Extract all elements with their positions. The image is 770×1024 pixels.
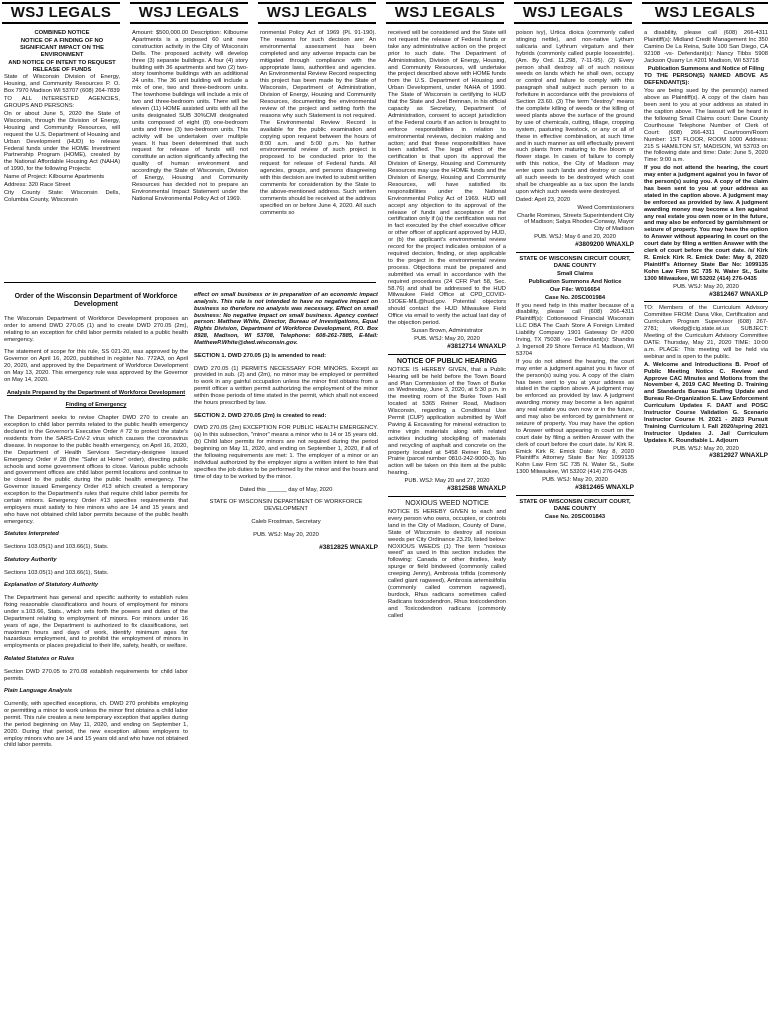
publication-line: PUB. WSJ: May 20, 2020 [542, 477, 608, 484]
signature: Susan Brown, Administrator [411, 327, 483, 334]
publication-line: PUB. WSJ: May 20 and 27, 2020 [404, 478, 490, 485]
ad-tag: #3812927 WNAXLP [709, 452, 768, 460]
case-number: Case No. 20SC001843 [544, 513, 606, 520]
notice-body: NOTICE IS HEREBY GIVEN, that a Public Hearing will be held before the Town Board and Plan Commission of the Town of Burke on Wednesday, June 3, 2020, at 5:30 p.m. in the meeting room of the Burke Town Hall located at 5365 Reiner Road, Madison Wisconsin, regarding a Conditional Use Permit (CUP) application submitted by Wolf Paving & Excavating for mineral extraction to mine virgin materials along with related activities including stockpiling of materials and recycling of asphalt and concrete on the property located at 5458 Reiner Rd, Sun Prairie (parcel number 0810-242-9000-3). No action will be taken on this item at the public hearing. [388, 366, 506, 477]
column-3-top [260, 30, 376, 280]
memo-body: TO: Members of the Curriculum Advisory Committee FROM: Dana Vike, Certification and Curriculum Program Supervisor (608) 267-2781; vikedg@cig.state.wi.us SUBJECT: Meeting of the Curriculum Advisory Committee DATE: Thursday, May 21, 2020 TIME: 10:00 a.m. PLACE: This meeting will be held via webinar and is open to the public. [644, 305, 768, 360]
notice-subtitle: AND NOTICE OF INTENT TO REQUEST RELEASE OF FUNDS [8, 59, 116, 73]
divider [388, 354, 506, 355]
publication-line: PUB. WSJ: May 20, 2020 [414, 335, 480, 342]
divider [388, 496, 506, 497]
publication-line: PUB. WSJ: May 20, 2020 [673, 283, 739, 290]
subheading: Explanation of Statutory Authority [4, 582, 99, 589]
section-header: WSJ LEGALS [258, 2, 376, 24]
project-name: Name of Project: Kilbourne Apartments [4, 174, 105, 181]
file-number: Our File: W016654 [549, 286, 601, 293]
section-header: WSJ LEGALS [2, 2, 120, 24]
notice-body: poison ivy), Urtica dioica (commonly called stinging nettle), and non-native Lythum salicaria and Lythrum virgatum and their hybrids (commonly called purple loosestrife). (Am. By Ord. 11,298, 7-11-95). (2) Every person shall destroy all of such noxious weeds on lands which he shall own, occupy or control and failure to comply with this paragraph shall subject such person to a forfeiture in accordance with the provisions of Section 23.60. (3) The term "destroy" means the complete killing of weeds or the killing of weed plants above the surface of the ground by use of chemicals, cutting, tillage, cropping system, pasturing livestock, or any or all of these in effective combination, at such time and in such manner as will effectually prevent such plants from maturing to the bloom or flower stage. In cases of failure to comply with this notice, the City of Madison may enter upon such lands and destroy or cause all such weeds to be destroyed which cost shall be chargeable as a tax upon the lands upon which such weeds were destroyed. [516, 30, 634, 195]
order-title: Order of the Wisconsin Department of Workforce Development [14, 293, 178, 308]
section-header: WSJ LEGALS [386, 2, 504, 24]
ad-tag: #3812825 WNAXLP [319, 543, 378, 551]
subheading: Statutory Authority [4, 556, 57, 563]
notice-body: received will be considered and the State will not request the release of Federal funds or take any administrative action on the project prior to such date. The Department of Administration, Division of Energy, Housing, and Community Resources, will undertake the project described above with HOME funds from the U.S. Department of Housing and Urban Development, under NAHA of 1990. The State of Wisconsin is certifying to HUD that the State and Joel Brennan, in his official capacity as Secretary, Department of Administration, consent to accept jurisdiction of the Federal courts if an action is brought to enforce responsibilities in relation to environmental reviews, decision making and action; and that these responsibilities have been satisfied. The legal effect of the certification is that upon its approval the Division of Energy, Housing and Community Resources may use the HOME funds and the Division of Energy, Housing and Community Resources, will have satisfied its responsibilities under the National Environmental Policy Act of 1969. HUD will accept any objection to its approval of the release of funds and acceptance of the certification only if (a) the certification was not in fact executed by the chief executive officer or other officer of applicant approved by HUD, or (b) the applicant's environmental review record for the project indicates omission of a required decision, finding, or step applicable to the project in the environmental review process. Objections must be prepared and submitted via email in accordance with the required procedures (24 CFR Part 58, Sec. 58.76) and shall be addressed to the HUD Milwaukee Field Office at CPD_COVID-19OEE-MIL@hud.gov. Potential objectors should contact the HUD Milwaukee Field Office via email to verify the actual last day of the objection period. [388, 30, 506, 327]
notice-title: NOTICE OF PUBLIC HEARING [396, 357, 498, 365]
summons-title: Publication Summons And Notice [528, 278, 622, 285]
ad-tag: #3812465 WNAXLP [575, 484, 634, 492]
section-header: WSJ LEGALS [514, 2, 632, 24]
publication-line: PUB. WSJ: May 20, 2020 [673, 445, 739, 452]
summons-title: Publication Summons and Notice of Filing [647, 65, 765, 72]
court-name: STATE OF WISCONSIN CIRCUIT COURT, DANE COUNTY [519, 499, 631, 512]
header-row [0, 0, 770, 22]
order-paragraph: Section DWD 270.05 to 270.08 establish requirements for child labor permits. [4, 668, 188, 682]
order-paragraph: The Department has general and specific authority to establish rules fixing reasonable classifications and hours of employment for minors under s.103.66, Stats., which sets forth the powers and duties of the Department relating to employment of minors. For minors under 16 years of age, the Department is authorized to fix classifications, set maximum hours and days of work, identify minimum ages for hazardous employment, and to prohibit the employment of minors in employments or places prejudicial to their life, safety, health, or welfare. [4, 594, 188, 650]
order-paragraph: Sections 103.05(1) and 103.66(1), Stats. [4, 544, 109, 551]
warning-text: If you do not attend the hearing, the court may enter a judgment against you in favor of the person(s) suing you. A copy of the claim has been sent to you at your address as stated in the caption above. A judgment may be enforced as provided by law. A judgment awarding money may become a lien against any real estate you own now or in the future, and may also be enforced by garnishment or seizure of property. You may have the option to Answer without appearing in court on the court date by filing a written Answer with the clerk of court before the court date. /s/ Kirk R. Emick Kirk R. Emick Date: May 8, 2020 Plaintiff's Attorney State Bar No: 1099135 Kohn Law Firm SC 735 N. Water St., Suite 1300 Milwaukee, WI 53202 (414) 276-0435 [644, 165, 768, 282]
ad-tag: #3809200 WNAXLP [575, 241, 634, 249]
order-paragraph: The Wisconsin Department of Workforce Development proposes an order to amend DWD 270.05 (1) and to create DWD 270.05 (2m), relating to an exception for child labor permits related to a public health emergency. [4, 316, 188, 343]
dated-line: Dated this ______ day of May, 2020 [239, 486, 333, 493]
ad-tag: #3812588 WNAXLP [447, 485, 506, 493]
project-city: City County State: Wisconsin Dells, Columbia County, Wisconsin [4, 189, 120, 203]
dated-line: Dated: April 23, 2020 [516, 196, 571, 203]
column-1-top [4, 30, 120, 280]
subheading: Related Statutes or Rules [4, 656, 75, 663]
project-address: Address: 320 Race Street [4, 182, 71, 189]
notice-body: a disability, please call (608) 266-4311 Plaintiff(s): Midland Credit Management Inc 350 Camino De La Reina, Suite 100 San Diego, CA 92108 -vs- Defendant(s): Nancy Tibbs 5908 Jackson Quarry Ln #201 Madison, WI 53718 [644, 30, 768, 64]
order-paragraph: Sections 103.05(1) and 103.66(1), Stats. [4, 569, 109, 576]
analysis-heading: Analysis Prepared by the Department of Workforce Development [6, 389, 186, 396]
signatories: Charlie Romines, Streets Superintendent City of Madison; Satya Rhodes-Conway, Mayor City of Madison [517, 212, 634, 233]
section-header: WSJ LEGALS [642, 2, 768, 24]
section-heading: SECTION 1. DWD 270.05 (1) is amended to read: [194, 352, 327, 359]
divider [516, 495, 634, 496]
notice-to: TO ALL INTERESTED AGENCIES, GROUPS AND PERSONS: [4, 96, 120, 110]
publication-line: PUB. WSJ: May 20, 2020 [253, 531, 319, 538]
order-paragraph: effect on small business or in preparation of an economic impact analysis. This rule is not intended to have no negative impact on business so therefore no analysis was necessary. Effect on small business: No negative impact on small business. Agency contact person: Matthew White, Director, Bureau of Investigations, Equal Rights Division, Department of Workforce Development, P.O. Box 8928, Madison, WI 53708, Telephone: 608-261-7885, E-Mail: MatthewP.White@dwd.wisconsin.gov. [194, 291, 378, 347]
notice-body: NOTICE IS HEREBY GIVEN to each and every person who owns, occupies, or controls land in the City of Madison, County of Dane, State of Wisconsin to destroy all noxious weeds per City Ordinance 23.29, listed below: NOXIOUS WEEDS (1) The term "noxious weed" as used in this section includes the following: Canada or other thistles, leafy spurge or field bindweed (commonly called creeping Jenny), Ambrosia trifida (commonly called giant ragweed), Ambrosia artemisiifolia (commonly called common ragweed), burdock, Rhus radicans sometimes called Radicans toxicodendron, Rhus toxicodendron and Toxicodendron radicans (commonly called [388, 509, 506, 619]
findings-heading: Finding of Emergency [65, 402, 127, 409]
ad-tag: #3812467 WNAXLP [709, 290, 768, 298]
commissioners: Weed Commissioners [577, 204, 634, 211]
notice-title: COMBINED NOTICE [34, 30, 90, 36]
divider [4, 282, 376, 283]
dwd-order-right [194, 286, 378, 1020]
order-paragraph: DWD 270.05 (2m) EXCEPTION FOR PUBLIC HEALTH EMERGENCY. (a) In this subsection, "minor" means a minor who is 14 or 15 years old. (b) Child labor permits for minors are not required during the period beginning on May 11, 2020, and ending on September 1, 2020, if all of the following requirements are met: 1. The employer of a minor or an individual authorized by the employer signs a written intent to hire that specifies the job duties to be performed by the minor and the hours and time of day to be worked by the minor. [194, 425, 378, 480]
notice-body: If you do not attend the hearing, the court may enter a judgment against you in favor of the person(s) suing you. A copy of the claim has been sent to you at your address as stated in the caption above. A judgment may be enforced as provided by law. A judgment awarding money may become a lien against any real estate you own now or in the future, and may also be enforced by garnishment or seizure of property. You may have the option to Answer without appearing in court on the court date by filing a written Answer with the clerk of court before the court date. /s/ Kirk R. Emick Kirk R. Emick Date: May 8, 2020 Plaintiff's Attorney State Bar No: 1099135 Kohn Law Firm SC 735 N. Water St., Suite 1300 Milwaukee, WI 53202 (414) 276-0435 [516, 358, 634, 476]
case-number: Case No. 20SC001984 [544, 294, 606, 301]
dwd-order-left [4, 286, 188, 1020]
signature-block: STATE OF WISCONSIN DEPARTMENT OF WORKFORCE DEVELOPMENT [209, 499, 363, 513]
subheading: Plain Language Analysis [4, 688, 73, 695]
section-header: WSJ LEGALS [130, 2, 248, 24]
notice-body: On or about June 5, 2020 the State of Wisconsin, through the Division of Energy, Housing and Community Resources, will request the U.S. Department of Housing and Urban Development (HUD) to release Federal funds under the HOME Investment Partnership Program (HOME), created by the National Affordable Housing Act (NAHA) of 1990, for the following Projects: [4, 110, 120, 173]
column-4 [388, 30, 506, 1020]
notice-address: State of Wisconsin Division of Energy, Housing, and Community Resources P. O. Box 7970 Madison WI 53707 (608) 264-7839 [4, 74, 120, 95]
order-paragraph: The Department seeks to revise Chapter DWD 270 to create an exception to child labor permits related to the public health emergency declared in the Governor's Executive Order # 72 to protect the state's residents from the SARS-CoV-2 virus which causes the coronavirus disease. In response to the public health emergency, on April 16, 2020, the Department of Health Services Secretary-designee issued Emergency Order # 28 (the "Safer at Home" order), directing public schools and some government offices to close. Various public schools and government offices are child labor permit locations and continue to be closed to the public during the public health emergency. The Governor issued Emergency Order #13 which created a temporary exception to the Department's rules that require child labor permits for certain minors. Emergency Order #13 specifies requirements that employers must satisfy to hire minors who are 14 and 15 years and who have not obtained child labor permits because of the public health emergency. [4, 415, 188, 525]
to-defendants: TO THE PERSON(S) NAMED ABOVE AS DEFENDANT(S): [644, 73, 768, 87]
secretary: Caleb Frostman, Secretary [251, 518, 321, 525]
notice-title: NOXIOUS WEED NOTICE [405, 500, 489, 507]
publication-line: PUB. WSJ: May 6 and 20, 2020 [534, 234, 616, 241]
order-paragraph: DWD 270.05 (1) PERMITS NECESSARY FOR MINORS. Except as provided in sub. (2) and (2m), no minor may be employed or permitted to work in any gainful occupation unless the minor first obtains from a permit officer a written permit authorizing the employment of the minor within those periods of time stated in the permit, which shall not exceed the hours prescribed by law. [194, 365, 378, 407]
notice-subtitle: NOTICE OF A FINDING OF NO SIGNIFICANT IMPACT ON THE ENVIRONMENT [20, 37, 104, 58]
court-name: STATE OF WISCONSIN CIRCUIT COURT, DANE COUNTY [519, 256, 631, 269]
column-2-top [132, 30, 248, 280]
order-paragraph: Currently, with specified exceptions, ch. DWD 270 prohibits employing or permitting a minor to work unless the minor first obtains a child labor permit. This rule creates a new temporary exception that applies during the period beginning on May 11, 2020, and ending on September 1, 2020. During that period, the new exception allows employers to employ minors who are 14 and 15 years old and who have not obtained child labor permits. [4, 701, 188, 749]
notice-body: ronmental Policy Act of 1969 (PL 91-190). The reasons for such decision are: An environmental assessment has been completed and any adverse impacts can be mitigated through compliance with the appropriate laws, authorities and agencies. An Environmental Review Record respecting this project has been made by the State of Wisconsin, Department of Administration, Division of Energy, Housing and Community Resources, documenting the environmental review of the project and setting forth the reasons why such Statement is not required. The Environmental Review Record is available for the public examination and copying upon request between the hours of 8:00 a.m. and 5:00 p.m. No further environmental review of such project is proposed to be conducted prior to the request for release of Federal funds. All agencies, groups, and persons disagreeing with this decision are invited to submit written comments for consideration by the State to the above-mentioned address. Such written comments should be received at the address specified on or before June 4, 2020. All such comments so [260, 30, 376, 216]
column-5 [516, 30, 634, 1020]
order-paragraph: The statement of scope for this rule, SS 021-20, was approved by the Governor on April 16, 2020, published in register No. 772A3, on April 20, 2020, and approved by the Department of Workforce Development on May 13, 2020. This emergency rule was approved by the Governor on May 14, 2020. [4, 349, 188, 384]
section-heading: SECTION 2. DWD 270.05 (2m) is created to read: [194, 412, 327, 419]
column-6 [644, 30, 768, 1020]
notice-body: You are being sued by the person(s) named above as Plaintiff(s). A copy of the claim has been sent to you at your address as stated in the caption above. The lawsuit will be heard in the following Small Claims court: Dane County Courthouse Telephone Number of Clerk of Court: (608) 266-4311 Courtroom/Room Number: 1ST FLOOR, ROOM 1000 Address: 215 S HAMILTON ST, MADISON, WI 53703 on the following date and time: Date: June 5, 2020 Time: 9:00 a.m. [644, 88, 768, 164]
agenda-list: A. Welcome and Introductions B. Proof of Public Meeting Notice C. Review and Approve CAC Minutes and Motions from the November 4, 2019 CAC Meeting D. Training and Standards Bureau Staffing Update and Bureau Re-Organization E. Law Enforcement Curriculum Updates F. DAAT and POSC Instructor Course Validation G. Scenario Instructor Course H. 2021 - 2023 Pursuit Training Curriculum I. Fall 2020/spring 2021 Instructor Updates J. Jail Curriculum Updates K. Roundtable L. Adjourn [644, 361, 768, 444]
subheading: Statutes Interpreted [4, 531, 59, 538]
ad-tag: #3812714 WNAXLP [447, 342, 506, 350]
divider [516, 252, 634, 253]
court-type: Small Claims [556, 270, 594, 277]
notice-body: Amount: $500,000.00 Description: Kilbourne Apartments is a proposed 60 unit new construction activity in the City of Wisconsin Dells. The proposed activity will develop three (3) separate buildings. A four (4) story building with 36 apartments and two (2) two-story townhome buildings with an additional 24 units. The 36 unit building will include a mix of one, two and three-bedroom units. The townhome buildings will include a mix of two and three-bedroom units. There will be eleven (11) HOME assisted units with all the units designated SUB 30%CMI designated units composed of eight (8) one-bedroom units and three (3) two-bedroom units. This activity will be undertaken over multiple years. It has been determined that such request for release of funds will not constitute an action significantly affecting the quality of human environment and accordingly the State of Wisconsin, Division of Energy, Housing and Community Resources has decided not to prepare an Environmental Impact Statement under the National Environmental Policy Act of 1969. [132, 30, 248, 202]
notice-body: If you need help in this matter because of a disability, please call (608) 266-4311 Plaintiff(s): Cottonwood Financial Wisconsin LLC DBA The Cash Store A Foreign Limited Liability Company 1901 Gateway Dr #200 Irving, TX 75038 -vs- Defendant(s): Shandra J. Ingersoll 29 Shore Terrace #1 Madison, WI 53704 [516, 302, 634, 357]
divider [644, 301, 768, 302]
